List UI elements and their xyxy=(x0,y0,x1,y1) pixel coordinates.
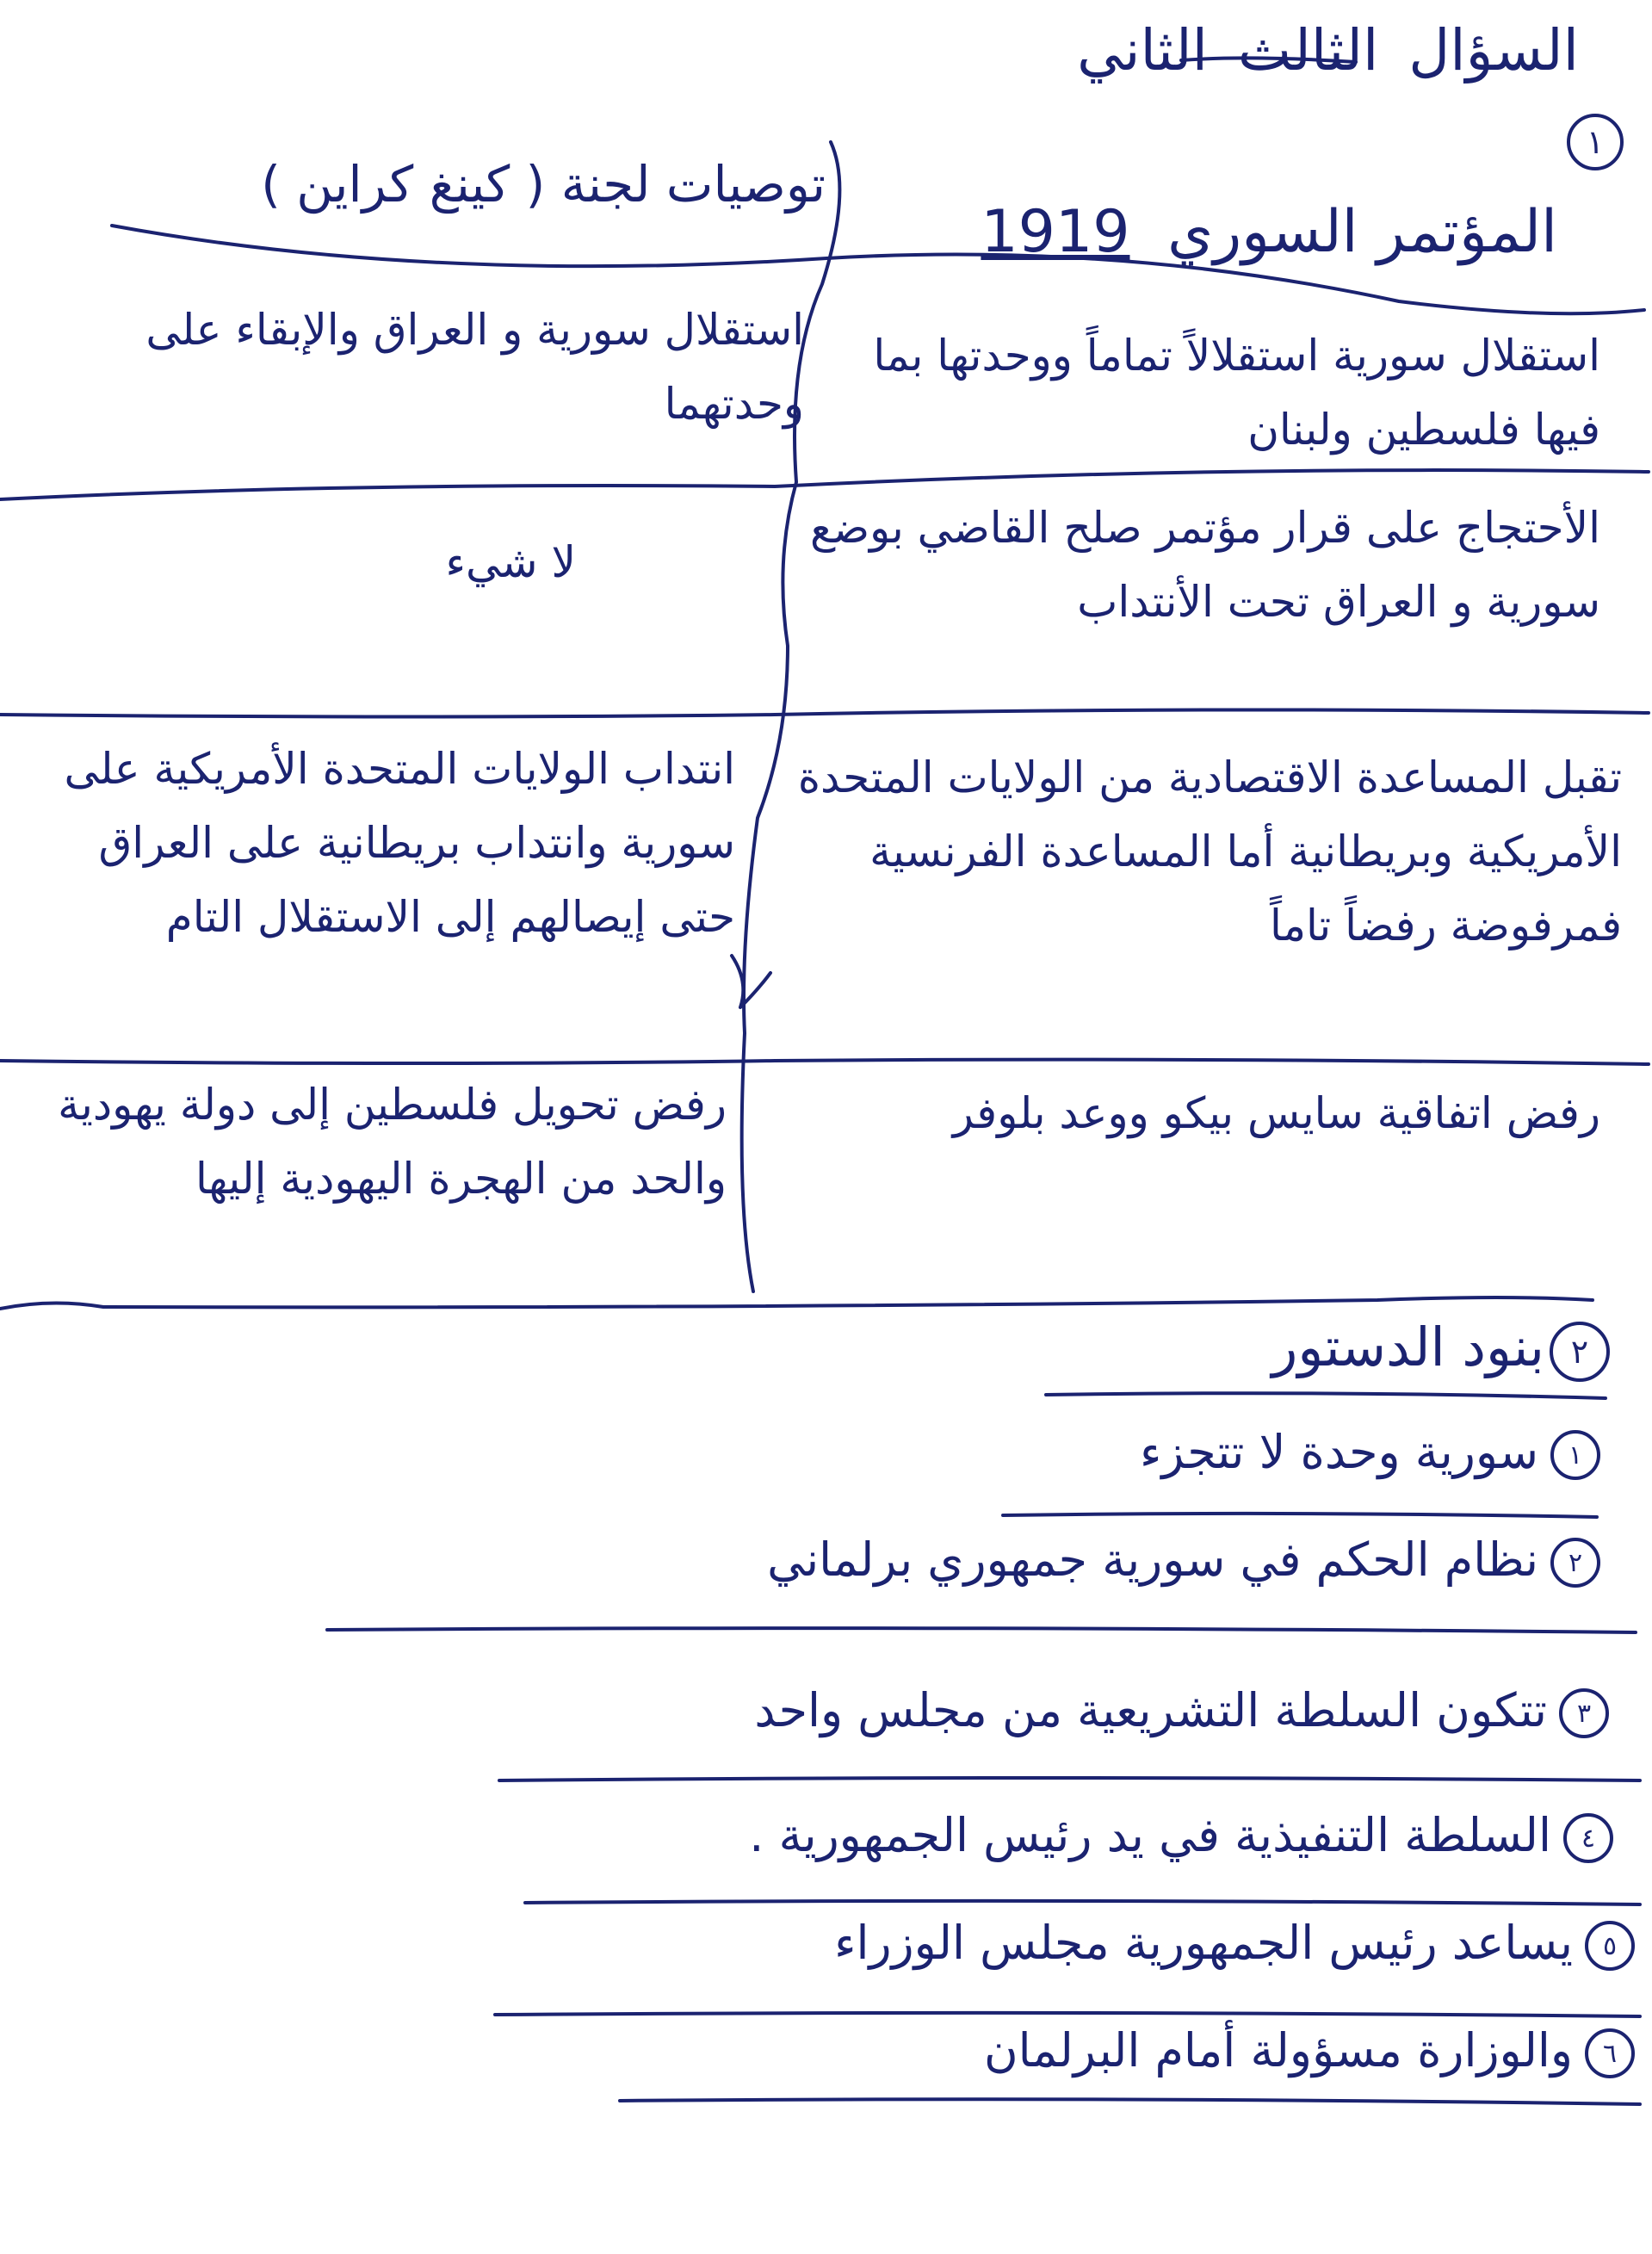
right-header-year: 1919 xyxy=(981,198,1130,266)
heading-word-question: السؤال xyxy=(1408,17,1579,84)
item-line xyxy=(525,1901,1640,1904)
part1-marker: ١ xyxy=(1567,114,1624,170)
item-number: ١ xyxy=(1550,1430,1600,1480)
constitution-item-1: ١ سورية وحدة لا تتجزء xyxy=(1140,1425,1600,1480)
left-column-header: توصيات لجنة ( كينغ كراين ) xyxy=(261,155,826,214)
row3-left-cell: انتداب الولايات المتحدة الأمريكية على سورية وانتداب بريطانية على العراق حتى إيصالهم إلى الاستقلال التام xyxy=(64,744,735,942)
item-number: ٥ xyxy=(1585,1921,1635,1971)
row4-left-cell: رفض تحويل فلسطين إلى دولة يهودية والحد من الهجرة اليهودية إليها xyxy=(58,1080,727,1204)
row3-right-cell: تقبل المساعدة الاقتصادية من الولايات المتحدة الأمريكية وبريطانية أما المساعدة الفرنسية فمرفوضة رفضاً تاماً xyxy=(797,752,1622,951)
right-column-header xyxy=(981,198,1557,266)
item-line xyxy=(1003,1514,1597,1517)
row1-left-cell: استقلال سورية و العراق والإبقاء على وحدتهما xyxy=(145,305,804,429)
constitution-item-6: ٦ والوزارة مسؤولة أمام البرلمان xyxy=(984,2023,1635,2078)
row4-right-cell: رفض اتفاقية سايس بيكو ووعد بلوفر xyxy=(952,1088,1600,1138)
constitution-item-4: ٤ السلطة التنفيذية في يد رئيس الجمهورية . xyxy=(749,1808,1613,1863)
constitution-item-3: ٣ تتكون السلطة التشريعية من مجلس واحد xyxy=(754,1683,1609,1738)
item-line xyxy=(499,1778,1640,1780)
row2-right-cell: الأحتجاج على قرار مؤتمر صلح القاضي بوضع سورية و العراق تحت الأنتداب xyxy=(809,503,1600,627)
heading-struck-word: الثالث xyxy=(1237,17,1379,84)
row-separator xyxy=(0,1060,1649,1064)
item-number: ٤ xyxy=(1563,1813,1613,1863)
item-number: ٦ xyxy=(1585,2028,1635,2078)
right-header-text: المؤتمر السوري xyxy=(1167,198,1557,266)
row2-left-cell: لا شيء xyxy=(445,537,576,587)
item-number: ٢ xyxy=(1550,1538,1600,1588)
row-separator xyxy=(0,1297,1593,1309)
constitution-item-2: ٢ نظام الحكم في سورية جمهوري برلماني xyxy=(767,1533,1600,1588)
heading-word-second: الثاني xyxy=(1077,17,1208,84)
item-number: ٣ xyxy=(1559,1688,1609,1738)
constitution-title: بنود الدستور xyxy=(1271,1316,1544,1378)
row-separator xyxy=(0,709,1649,716)
title-underline xyxy=(1046,1393,1606,1398)
question-heading xyxy=(1077,17,1579,84)
arrow-mark xyxy=(732,956,770,1007)
item-line xyxy=(327,1628,1636,1632)
row1-right-cell: استقلال سورية استقلالاً تماماً ووحدتها بما فيها فلسطين ولبنان xyxy=(873,331,1600,455)
part2-marker: ٢ xyxy=(1550,1322,1610,1382)
item-line xyxy=(620,2099,1640,2104)
constitution-item-5: ٥ يساعد رئيس الجمهورية مجلس الوزراء xyxy=(834,1916,1635,1971)
item-line xyxy=(495,2013,1640,2016)
